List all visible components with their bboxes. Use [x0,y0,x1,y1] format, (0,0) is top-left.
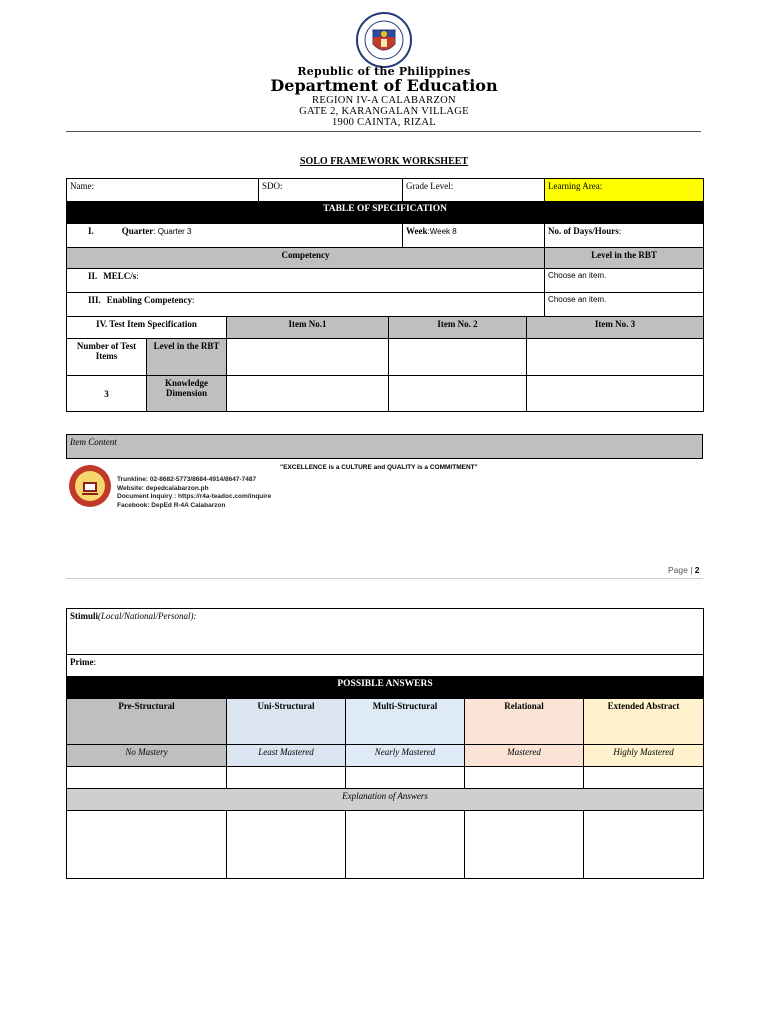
learning-area-field[interactable]: Learning Area: [545,179,704,202]
item-1-rbt-cell[interactable] [227,339,389,376]
explanation-heading: Explanation of Answers [67,789,704,811]
explanation-cell[interactable] [465,811,584,879]
level-rbt-label: Level in the RBT [147,339,227,376]
mastery-mastered: Mastered [465,745,584,767]
item-3-rbt-cell[interactable] [527,339,704,376]
stimuli-hint: (Local/National/Personal): [98,611,197,621]
mastery-highly: Highly Mastered [584,745,704,767]
item-content-table [66,434,703,459]
republic-text: Republic of the Philippines [297,65,471,78]
level-uni-structural: Uni-Structural [227,699,346,745]
item-1-header: Item No.1 [227,317,389,339]
answer-cell[interactable] [465,767,584,789]
page-num: 2 [694,565,700,575]
website-link[interactable]: Website: depedcalabarzon.ph [117,484,209,492]
days-value: : [618,226,622,236]
quarter-value: : Quarter 3 [153,227,192,236]
grade-level-field[interactable]: Grade Level: [403,179,545,202]
region-text: REGION IV-A CALABARZON [312,95,456,106]
level-multi-structural: Multi-Structural [346,699,465,745]
enabling-value: : [192,295,195,305]
days-field[interactable] [545,224,704,248]
prime-field[interactable] [67,655,704,677]
enabling-label: Enabling Competency [106,295,193,305]
enabling-field[interactable] [67,293,545,317]
enabling-rbt-dropdown[interactable]: Choose an item. [545,293,704,317]
address-line-2: 1900 CAINTA, RIZAL [331,117,436,128]
mastery-least: Least Mastered [227,745,346,767]
address-line-1: GATE 2, KARANGALAN VILLAGE [299,106,469,117]
trunkline-text: Trunkline: 02-8682-5773/8684-4914/8647-7487 [117,476,257,483]
week-field[interactable] [403,224,545,248]
answer-cell[interactable] [346,767,465,789]
answers-table [66,608,704,879]
level-relational: Relational [465,699,584,745]
tos-heading: TABLE OF SPECIFICATION [67,202,704,224]
level-pre-structural: Pre-Structural [67,699,227,745]
stimuli-label: Stimuli [70,611,99,621]
answer-cell[interactable] [227,767,346,789]
quarter-field[interactable] [67,224,403,248]
week-value: :Week 8 [427,227,457,236]
item-2-header: Item No. 2 [389,317,527,339]
melc-rbt-dropdown[interactable]: Choose an item. [545,269,704,293]
motto-text: "EXCELLENCE is a CULTURE and QUALITY is a COMMITMENT" [280,464,478,471]
prime-colon: : [93,657,96,667]
quarter-num: I. [88,226,94,236]
page-label: Page | [668,565,693,575]
level-extended-abstract: Extended Abstract [584,699,704,745]
melc-field[interactable] [67,269,545,293]
specification-table [66,178,704,412]
department-name: Department of Education [270,76,498,95]
explanation-cell[interactable] [227,811,346,879]
test-item-spec-label: IV. Test Item Specification [67,317,227,339]
item-content-field[interactable]: Item Content [67,435,703,459]
region-seal-logo [68,464,112,508]
prime-label: Prime [70,657,94,667]
week-label: Week [406,226,428,236]
num-test-items-label: Number of Test Items [67,339,147,376]
worksheet-title: SOLO FRAMEWORK WORKSHEET [299,156,469,167]
answer-cell[interactable] [584,767,704,789]
page-number [668,565,700,575]
answer-cell[interactable] [67,767,227,789]
item-3-knowledge-cell[interactable] [527,376,704,412]
melc-label: MELC/s [103,271,137,281]
possible-answers-heading: POSSIBLE ANSWERS [67,677,704,699]
enabling-num: III. [88,295,101,305]
melc-value: : [136,271,139,281]
mastery-no: No Mastery [67,745,227,767]
item-3-header: Item No. 3 [527,317,704,339]
item-2-knowledge-cell[interactable] [389,376,527,412]
explanation-cell[interactable] [584,811,704,879]
name-field[interactable]: Name: [67,179,259,202]
facebook-link[interactable]: Facebook: DepEd R-4A Calabarzon [117,501,226,509]
sdo-field[interactable]: SDO: [259,179,403,202]
quarter-label: Quarter [121,226,154,236]
page-divider [66,578,703,579]
knowledge-dimension-label: Knowledge Dimension [147,376,227,412]
item-1-knowledge-cell[interactable] [227,376,389,412]
deped-seal-logo [356,12,412,68]
explanation-cell[interactable] [67,811,227,879]
inquiry-link[interactable]: Document Inquiry : https://r4a-teadoc.com/inquire [117,493,272,501]
days-label: No. of Days/Hours [548,226,619,236]
rbt-header: Level in the RBT [545,248,704,269]
header-divider [66,131,701,132]
item-2-rbt-cell[interactable] [389,339,527,376]
contact-info [117,476,271,510]
melc-num: II. [88,271,98,281]
mastery-nearly: Nearly Mastered [346,745,465,767]
competency-header: Competency [67,248,545,269]
explanation-cell[interactable] [346,811,465,879]
stimuli-field[interactable] [67,609,704,655]
num-test-items-value[interactable]: 3 [67,376,147,412]
